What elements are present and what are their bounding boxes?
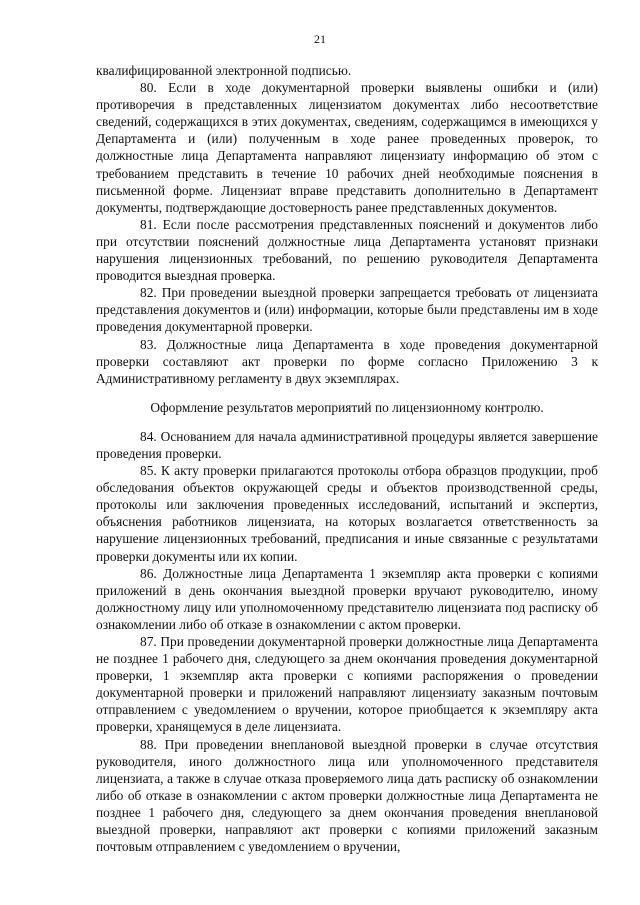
section-heading: Оформление результатов мероприятий по лицензионному контролю. <box>150 399 544 415</box>
paragraph-81: 81. Если после рассмотрения представленных пояснений и документов либо при отсутствии пояснений должностные лица Департамента установят признаки нарушения лицензионных требований, по решению руководителя Департамента проводится выездная проверка. <box>96 216 598 284</box>
paragraph-86: 86. Должностные лица Департамента 1 экземпляр акта проверки с копиями приложений в день окончания выездной проверки вручают руководителю, иному должностному лицу или уполномоченному представителю лицензиата под расписку об ознакомлении либо об отказе в ознакомлении с актом проверки. <box>96 565 598 632</box>
paragraph-85: 85. К акту проверки прилагаются протоколы отбора образцов продукции, проб обследования объектов окружающей среды и объектов производственной среды, протоколы или заключения проведенных исследований, испытаний и экспертиз, объяснения работников лицензиата, на которых возлагается ответственность за нарушение лицензионных требований, предписания и иные связанные с результатами проверки документы или их копии. <box>96 463 598 564</box>
paragraph-83: 83. Должностные лица Департамента в ходе проведения документарной проверки составляют акт проверки по форме согласно Приложению 3 к Административному регламенту в двух экземплярах. <box>96 336 598 386</box>
paragraph-82: 82. При проведении выездной проверки запрещается требовать от лицензиата представления документов и (или) информации, которые были представлены им в ходе проведения документарной проверки. <box>96 285 598 335</box>
paragraph-88: 88. При проведении внеплановой выездной проверки в случае отсутствия руководителя, иного должностного лица или уполномоченного представителя лицензиата, а также в случае отказа проверяемого лица дать расписку об ознакомлении либо об отказе в ознакомлении с актом проверки должностные лица Департамента не позднее 1 рабочего дня, следующего за днем окончания проведения внеплановой выездной проверки, направляют акт проверки с копиями приложений заказным почтовым отправлением с уведомлением о вручении, <box>96 736 598 855</box>
paragraph-80: 80. Если в ходе документарной проверки выявлены ошибки и (или) противоречия в представленных лицензиатом документах либо несоответствие сведений, содержащихся в этих документах, сведениям, содержащимся в имеющихся у Департамента и (или) полученным в ходе ранее проведенных проверок, то должностные лица Департамента направляют лицензиату информацию об этом с требованием представить в течение 10 рабочих дней необходимые пояснения в письменной форме. Лицензиат вправе представить дополнительно в Департамент документы, подтверждающие достоверность ранее представленных документов. <box>96 80 598 215</box>
paragraph-84: 84. Основанием для начала административной процедуры является завершение проведения проверки. <box>96 428 598 461</box>
paragraph-87: 87. При проведении документарной проверки должностные лица Департамента не позднее 1 рабочего дня, следующего за днем окончания проведения документарной проверки, 1 экземпляр акта проверки с копиями распоряжения о проведении документарной проверки и приложений направляют лицензиату заказным почтовым отправлением с уведомлением о вручении, которое приобщается к экземпляру акта проверки, хранящемуся в деле лицензиата. <box>96 634 598 735</box>
page-number: 21 <box>314 32 326 46</box>
document-body <box>96 62 598 855</box>
paragraph-continuation: квалифицированной электронной подписью. <box>96 63 352 78</box>
